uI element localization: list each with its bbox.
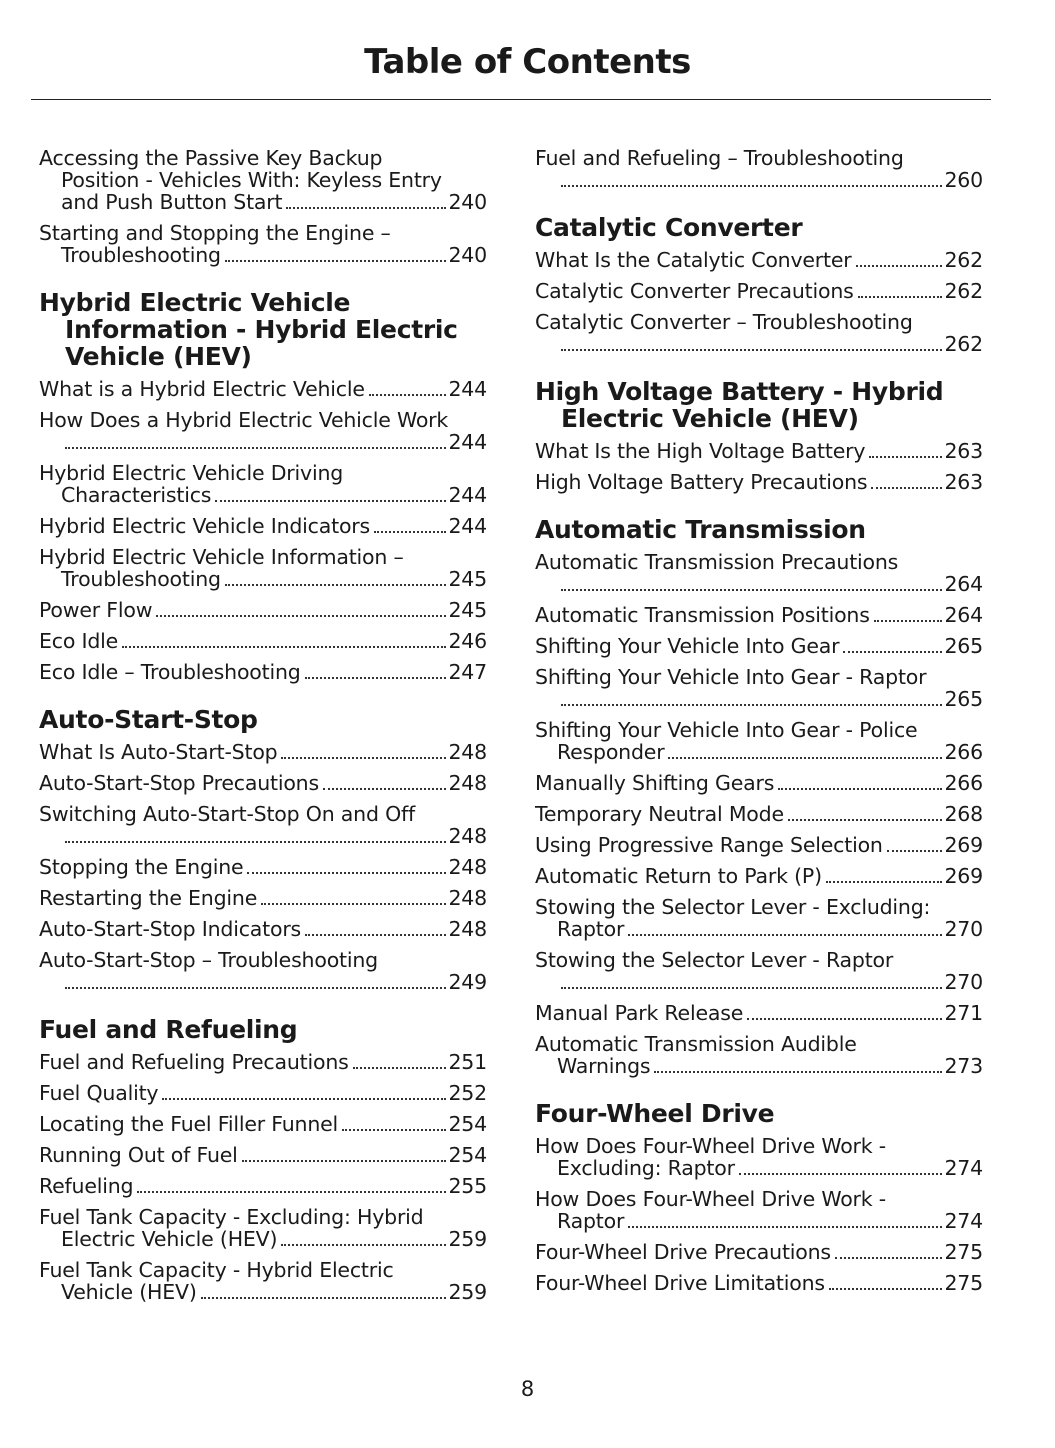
entry-page-number: 248 — [448, 824, 487, 848]
entry-label: Vehicle (HEV) — [61, 1280, 197, 1304]
toc-entry[interactable] — [535, 471, 983, 494]
dot-leader — [869, 456, 942, 458]
entry-text-line: Hybrid Electric Vehicle Driving — [39, 461, 344, 485]
toc-entry[interactable] — [39, 1144, 487, 1167]
entry-label: What is a Hybrid Electric Vehicle — [39, 377, 365, 401]
dot-leader — [747, 1018, 942, 1020]
dot-leader — [856, 265, 943, 267]
entry-text-line: Stowing the Selector Lever - Raptor — [535, 948, 894, 972]
toc-entry[interactable] — [39, 515, 487, 538]
toc-entry[interactable] — [535, 551, 983, 596]
entry-page-number: 248 — [448, 740, 487, 764]
entry-page-number: 248 — [448, 855, 487, 879]
toc-entry[interactable] — [535, 666, 983, 711]
toc-entry[interactable] — [535, 719, 983, 764]
toc-section — [39, 147, 487, 267]
entry-page-number: 270 — [944, 917, 983, 941]
entry-text-line: Automatic Transmission Audible — [535, 1032, 857, 1056]
entry-page-number: 269 — [944, 833, 983, 857]
toc-entry[interactable] — [535, 896, 983, 941]
entry-label: Using Progressive Range Selection — [535, 833, 883, 857]
entry-page-number: 263 — [944, 470, 983, 494]
entry-page-number: 251 — [448, 1050, 487, 1074]
dot-leader — [215, 500, 446, 502]
entry-page-number: 255 — [448, 1174, 487, 1198]
dot-leader — [826, 881, 943, 883]
entry-label: Power Flow — [39, 598, 153, 622]
dot-leader — [654, 1071, 942, 1073]
toc-entry[interactable] — [39, 887, 487, 910]
entry-label: Troubleshooting — [61, 567, 221, 591]
toc-entry[interactable] — [39, 630, 487, 653]
dot-leader — [162, 1098, 446, 1100]
entry-page-number: 260 — [944, 168, 983, 192]
entry-text-line: Fuel Tank Capacity - Excluding: Hybrid — [39, 1205, 424, 1229]
entry-page-number: 275 — [944, 1240, 983, 1264]
toc-entry[interactable] — [535, 249, 983, 272]
toc-entry[interactable] — [39, 856, 487, 879]
dot-leader — [778, 788, 942, 790]
entry-label: Four-Wheel Drive Precautions — [535, 1240, 831, 1264]
dot-leader — [122, 646, 446, 648]
entry-page-number: 270 — [944, 970, 983, 994]
dot-leader — [628, 1226, 942, 1228]
dot-leader — [353, 1067, 447, 1069]
dot-leader — [286, 207, 446, 209]
entry-label: Automatic Return to Park (P) — [535, 864, 822, 888]
dot-leader — [628, 934, 942, 936]
entry-text-line: Auto-Start-Stop – Troubleshooting — [39, 948, 378, 972]
dot-leader — [835, 1257, 943, 1259]
toc-section — [39, 289, 487, 684]
toc-entry[interactable] — [39, 1113, 487, 1136]
entry-text-line: Shifting Your Vehicle Into Gear - Police — [535, 718, 918, 742]
entry-page-number: 248 — [448, 771, 487, 795]
entry-label: What Is the High Voltage Battery — [535, 439, 866, 463]
entry-page-number: 245 — [448, 598, 487, 622]
section-heading: Auto-Start-Stop — [39, 705, 258, 734]
entry-label: Excluding: Raptor — [557, 1156, 735, 1180]
toc-left-column — [39, 147, 487, 1326]
toc-entry[interactable] — [39, 1175, 487, 1198]
entry-label: Locating the Fuel Filler Funnel — [39, 1112, 339, 1136]
entry-label: Running Out of Fuel — [39, 1143, 238, 1167]
dot-leader — [201, 1297, 447, 1299]
dot-leader — [374, 531, 446, 533]
toc-right-column — [535, 147, 983, 1317]
entry-page-number: 240 — [448, 243, 487, 267]
toc-entry[interactable] — [39, 803, 487, 848]
entry-text-line: Switching Auto-Start-Stop On and Off — [39, 802, 416, 826]
dot-leader — [225, 260, 447, 262]
entry-label: Manually Shifting Gears — [535, 771, 775, 795]
toc-entry[interactable] — [39, 661, 487, 684]
dot-leader — [843, 651, 942, 653]
toc-entry[interactable] — [535, 280, 983, 303]
entry-text-line: Catalytic Converter – Troubleshooting — [535, 310, 913, 334]
toc-section — [535, 516, 983, 1078]
toc-section — [39, 1016, 487, 1304]
entry-text-line: Accessing the Passive Key Backup — [39, 146, 383, 170]
toc-section — [535, 214, 983, 356]
entry-page-number: 262 — [944, 279, 983, 303]
toc-section — [535, 147, 983, 192]
dot-leader — [668, 757, 942, 759]
section-heading: Catalytic Converter — [535, 213, 803, 242]
toc-entry[interactable] — [39, 1259, 487, 1304]
entry-page-number: 259 — [448, 1227, 487, 1251]
entry-label: Hybrid Electric Vehicle Indicators — [39, 514, 370, 538]
dot-leader — [281, 757, 446, 759]
dot-leader — [137, 1191, 446, 1193]
entry-page-number: 263 — [944, 439, 983, 463]
entry-label: Temporary Neutral Mode — [535, 802, 784, 826]
entry-label: Troubleshooting — [61, 243, 221, 267]
dot-leader — [342, 1129, 446, 1131]
entry-page-number: 240 — [448, 190, 487, 214]
toc-entry[interactable] — [39, 1051, 487, 1074]
entry-label: Four-Wheel Drive Limitations — [535, 1271, 825, 1295]
dot-leader — [65, 987, 446, 989]
toc-entry[interactable] — [535, 772, 983, 795]
entry-label: High Voltage Battery Precautions — [535, 470, 868, 494]
dot-leader — [247, 872, 446, 874]
dot-leader — [887, 850, 943, 852]
entry-page-number: 266 — [944, 740, 983, 764]
dot-leader — [281, 1244, 446, 1246]
dot-leader — [65, 447, 446, 449]
dot-leader — [829, 1288, 943, 1290]
dot-leader — [561, 349, 942, 351]
toc-entry[interactable] — [535, 635, 983, 658]
entry-label: Catalytic Converter Precautions — [535, 279, 854, 303]
entry-page-number: 247 — [448, 660, 487, 684]
dot-leader — [261, 903, 446, 905]
entry-label: Shifting Your Vehicle Into Gear — [535, 634, 840, 658]
entry-label: Restarting the Engine — [39, 886, 258, 910]
toc-entry[interactable] — [39, 1082, 487, 1105]
entry-label: and Push Button Start — [61, 190, 283, 214]
toc-entry[interactable] — [39, 222, 487, 267]
dot-leader — [156, 615, 446, 617]
toc-entry[interactable] — [39, 1206, 487, 1251]
entry-label: Warnings — [557, 1054, 651, 1078]
entry-page-number: 262 — [944, 248, 983, 272]
entry-text-line: Fuel Tank Capacity - Hybrid Electric — [39, 1258, 394, 1282]
entry-label: Auto-Start-Stop Indicators — [39, 917, 302, 941]
section-heading: High Voltage Battery - Hybrid Electric Vehicle (HEV) — [535, 377, 944, 433]
entry-label: Auto-Start-Stop Precautions — [39, 771, 319, 795]
entry-page-number: 262 — [944, 332, 983, 356]
toc-entry[interactable] — [39, 147, 487, 214]
page-number: 8 — [520, 1377, 535, 1401]
toc-entry[interactable] — [39, 772, 487, 795]
toc-entry[interactable] — [535, 949, 983, 994]
entry-page-number: 244 — [448, 377, 487, 401]
entry-text-line: Fuel and Refueling – Troubleshooting — [535, 146, 904, 170]
section-heading: Hybrid Electric Vehicle Information - Hybrid Electric Vehicle (HEV) — [39, 288, 458, 371]
toc-entry[interactable] — [535, 1241, 983, 1264]
entry-label: Electric Vehicle (HEV) — [61, 1227, 278, 1251]
entry-page-number: 274 — [944, 1156, 983, 1180]
entry-page-number: 252 — [448, 1081, 487, 1105]
entry-page-number: 266 — [944, 771, 983, 795]
dot-leader — [561, 589, 942, 591]
entry-label: Responder — [557, 740, 665, 764]
entry-page-number: 273 — [944, 1054, 983, 1078]
entry-label: Fuel Quality — [39, 1081, 159, 1105]
section-heading: Four-Wheel Drive — [535, 1099, 775, 1128]
dot-leader — [858, 296, 943, 298]
entry-page-number: 264 — [944, 603, 983, 627]
dot-leader — [874, 620, 943, 622]
entry-page-number: 274 — [944, 1209, 983, 1233]
dot-leader — [788, 819, 943, 821]
entry-page-number: 244 — [448, 430, 487, 454]
toc-entry[interactable] — [535, 604, 983, 627]
entry-page-number: 259 — [448, 1280, 487, 1304]
toc-entry[interactable] — [535, 311, 983, 356]
section-heading: Fuel and Refueling — [39, 1015, 298, 1044]
toc-entry[interactable] — [39, 546, 487, 591]
dot-leader — [871, 487, 942, 489]
dot-leader — [305, 677, 447, 679]
toc-entry[interactable] — [39, 378, 487, 401]
toc-entry[interactable] — [535, 1272, 983, 1295]
entry-page-number: 244 — [448, 514, 487, 538]
toc-entry[interactable] — [39, 949, 487, 994]
toc-entry[interactable] — [535, 865, 983, 888]
entry-page-number: 254 — [448, 1143, 487, 1167]
entry-label: Stopping the Engine — [39, 855, 244, 879]
toc-section — [39, 706, 487, 994]
dot-leader — [369, 394, 447, 396]
toc-entry[interactable] — [535, 834, 983, 857]
dot-leader — [561, 987, 942, 989]
toc-entry[interactable] — [535, 803, 983, 826]
toc-entry[interactable] — [535, 1033, 983, 1078]
entry-page-number: 271 — [944, 1001, 983, 1025]
toc-entry[interactable] — [535, 147, 983, 192]
entry-page-number: 246 — [448, 629, 487, 653]
dot-leader — [561, 704, 942, 706]
entry-label: What Is Auto-Start-Stop — [39, 740, 278, 764]
entry-page-number: 248 — [448, 917, 487, 941]
entry-text-line: Position - Vehicles With: Keyless Entry — [61, 168, 442, 192]
page-title: Table of Contents — [364, 42, 691, 82]
entry-text-line: How Does Four-Wheel Drive Work - — [535, 1134, 886, 1158]
toc-entry[interactable] — [39, 918, 487, 941]
toc-section — [535, 378, 983, 494]
entry-label: Raptor — [557, 917, 625, 941]
entry-text-line: Automatic Transmission Precautions — [535, 550, 899, 574]
entry-label: Refueling — [39, 1174, 134, 1198]
entry-text-line: Starting and Stopping the Engine – — [39, 221, 391, 245]
entry-page-number: 254 — [448, 1112, 487, 1136]
toc-entry[interactable] — [535, 440, 983, 463]
dot-leader — [561, 185, 942, 187]
title-divider — [31, 99, 991, 100]
entry-text-line: Stowing the Selector Lever - Excluding: — [535, 895, 931, 919]
entry-text-line: Shifting Your Vehicle Into Gear - Raptor — [535, 665, 927, 689]
entry-label: Automatic Transmission Positions — [535, 603, 870, 627]
dot-leader — [242, 1160, 447, 1162]
entry-page-number: 275 — [944, 1271, 983, 1295]
entry-text-line: How Does Four-Wheel Drive Work - — [535, 1187, 886, 1211]
entry-label: Manual Park Release — [535, 1001, 744, 1025]
entry-page-number: 264 — [944, 572, 983, 596]
entry-label: Fuel and Refueling Precautions — [39, 1050, 349, 1074]
entry-label: Raptor — [557, 1209, 625, 1233]
dot-leader — [225, 584, 447, 586]
entry-label: Eco Idle – Troubleshooting — [39, 660, 301, 684]
toc-entry[interactable] — [39, 462, 487, 507]
entry-page-number: 269 — [944, 864, 983, 888]
toc-entry[interactable] — [535, 1135, 983, 1180]
entry-page-number: 248 — [448, 886, 487, 910]
entry-label: Characteristics — [61, 483, 212, 507]
entry-page-number: 265 — [944, 687, 983, 711]
entry-text-line: How Does a Hybrid Electric Vehicle Work — [39, 408, 449, 432]
toc-entry[interactable] — [39, 741, 487, 764]
entry-text-line: Hybrid Electric Vehicle Information – — [39, 545, 404, 569]
toc-entry[interactable] — [535, 1188, 983, 1233]
entry-page-number: 265 — [944, 634, 983, 658]
toc-section — [535, 1100, 983, 1295]
entry-page-number: 268 — [944, 802, 983, 826]
entry-page-number: 245 — [448, 567, 487, 591]
entry-label: Eco Idle — [39, 629, 119, 653]
toc-entry[interactable] — [535, 1002, 983, 1025]
toc-entry[interactable] — [39, 409, 487, 454]
dot-leader — [305, 934, 446, 936]
dot-leader — [323, 788, 447, 790]
section-heading: Automatic Transmission — [535, 515, 866, 544]
dot-leader — [65, 841, 446, 843]
dot-leader — [739, 1173, 943, 1175]
entry-page-number: 244 — [448, 483, 487, 507]
toc-entry[interactable] — [39, 599, 487, 622]
entry-label: What Is the Catalytic Converter — [535, 248, 852, 272]
entry-page-number: 249 — [448, 970, 487, 994]
